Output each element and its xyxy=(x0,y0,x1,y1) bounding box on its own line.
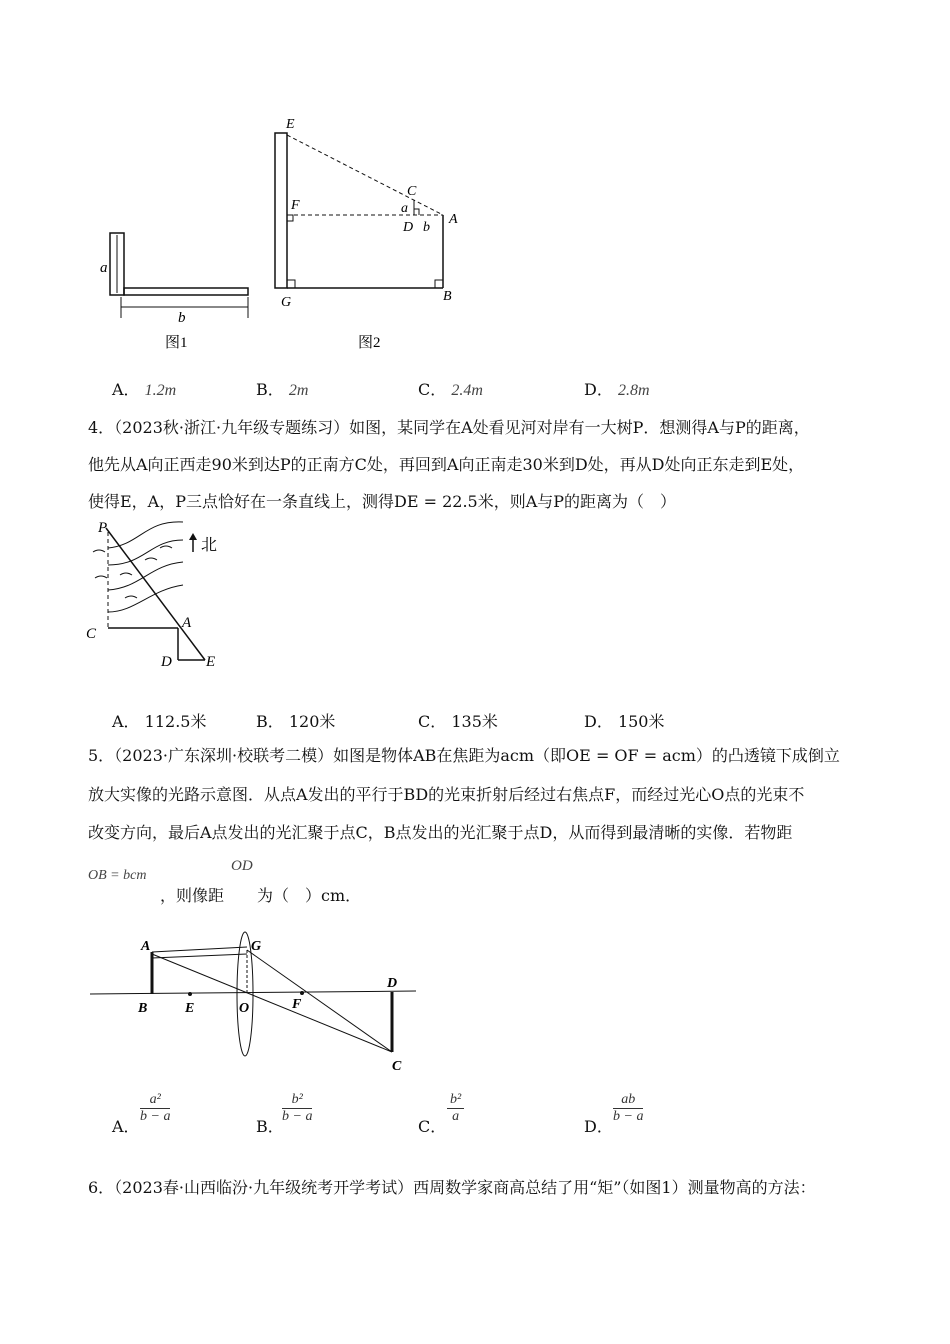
q4-label-A: A xyxy=(182,615,192,631)
fig2-label-F: F xyxy=(291,198,300,213)
option-a[interactable]: A． 112.5米 xyxy=(112,712,207,731)
q5-label-F: F xyxy=(292,997,302,1012)
fig2-label-b: b xyxy=(423,220,430,235)
option-c-fraction[interactable]: $\frac{\text{b²}}{a}$ xyxy=(447,1092,464,1125)
q5-label-C: C xyxy=(392,1059,402,1074)
q4-river-figure xyxy=(80,515,240,675)
q4-label-D: D xyxy=(161,654,172,670)
option-a[interactable]: A． 1.2m xyxy=(112,380,177,399)
q5-line-1: 5．（2023·广东深圳·校联考二模）如图是物体AB在焦距为acm（即OE = OF = acm）的凸透镜下成倒立 xyxy=(88,746,840,765)
option-d[interactable]: D． 150米 xyxy=(584,712,665,731)
fig2-label-E: E xyxy=(286,117,295,132)
figure-2-measurement xyxy=(265,110,475,355)
fig2-caption: 图2 xyxy=(358,335,381,351)
q4-label-C: C xyxy=(86,626,97,642)
option-b-key[interactable]: B． xyxy=(256,1117,284,1136)
fig2-label-C: C xyxy=(407,184,417,199)
option-a-key[interactable]: A． xyxy=(112,1117,140,1136)
fig1-caption: 图1 xyxy=(165,335,188,351)
q5-line-4-text: ，则像距 xyxy=(160,886,225,905)
q5-label-E: E xyxy=(185,1001,195,1016)
q6-line-1: 6．（2023春·山西临汾·九年级统考开学考试）西周数学家商高总结了用“矩”（如图1）测量物高的方法： xyxy=(88,1178,816,1197)
q5-label-B: B xyxy=(138,1001,148,1016)
q5-lens-figure xyxy=(85,925,425,1075)
fig2-label-G: G xyxy=(281,295,292,310)
fig2-label-a: a xyxy=(401,201,408,216)
q5-line-4-end: 为（ ）cm． xyxy=(257,886,362,905)
q5-line-3: 改变方向，最后A点发出的光汇聚于点C，B点发出的光汇聚于点D，从而得到最清晰的实像．若物距 xyxy=(88,823,793,842)
q5-line-2: 放大实像的光路示意图．从点A发出的平行于BD的光束折射后经过右焦点F，而经过光心O点的光束不 xyxy=(88,785,805,804)
q5-label-G: G xyxy=(251,939,262,954)
option-c[interactable]: C． 2.4m xyxy=(418,380,483,399)
q5-label-D: D xyxy=(387,976,398,991)
q4-label-E: E xyxy=(206,654,216,670)
option-c[interactable]: C． 135米 xyxy=(418,712,498,731)
q5-label-A: A xyxy=(141,939,151,954)
q4-label-P: P xyxy=(98,520,108,536)
q5-ob-expression: OB = bcm xyxy=(88,868,147,883)
fig1-label-a: a xyxy=(100,260,108,276)
q4-line-1: 4．（2023秋·浙江·九年级专题练习）如图，某同学在A处看见河对岸有一大树P．想测得A与P的距离， xyxy=(88,418,810,437)
fig2-label-D: D xyxy=(403,220,414,235)
option-b-fraction[interactable]: $\frac{\text{b²}}{b - a}$ xyxy=(282,1092,313,1124)
option-a-fraction[interactable]: $\frac{\text{a²}}{b - a}$ xyxy=(140,1092,171,1124)
option-b[interactable]: B． 2m xyxy=(256,380,309,399)
q4-line-3: 使得E，A，P三点恰好在一条直线上，测得DE = 22.5米，则A与P的距离为（ ） xyxy=(88,492,677,511)
q4-label-north: 北 xyxy=(201,537,218,554)
option-b[interactable]: B． 120米 xyxy=(256,712,336,731)
option-d[interactable]: D． 2.8m xyxy=(584,380,650,399)
fig2-label-A: A xyxy=(449,212,458,227)
option-d-fraction[interactable]: $\frac{ab}{b - a}$ xyxy=(613,1092,644,1124)
figure-1-carpenter-square xyxy=(90,225,270,355)
q5-od-label: OD xyxy=(231,858,253,874)
q4-line-2: 他先从A向正西走90米到达P的正南方C处，再回到A向正南走30米到D处，再从D处向正东走到E处， xyxy=(88,455,805,474)
fig1-label-b: b xyxy=(178,310,186,326)
option-d-key[interactable]: D． xyxy=(584,1117,613,1136)
fig2-label-B: B xyxy=(443,289,452,304)
q5-label-O: O xyxy=(239,1001,250,1016)
option-c-key[interactable]: C． xyxy=(418,1117,447,1136)
